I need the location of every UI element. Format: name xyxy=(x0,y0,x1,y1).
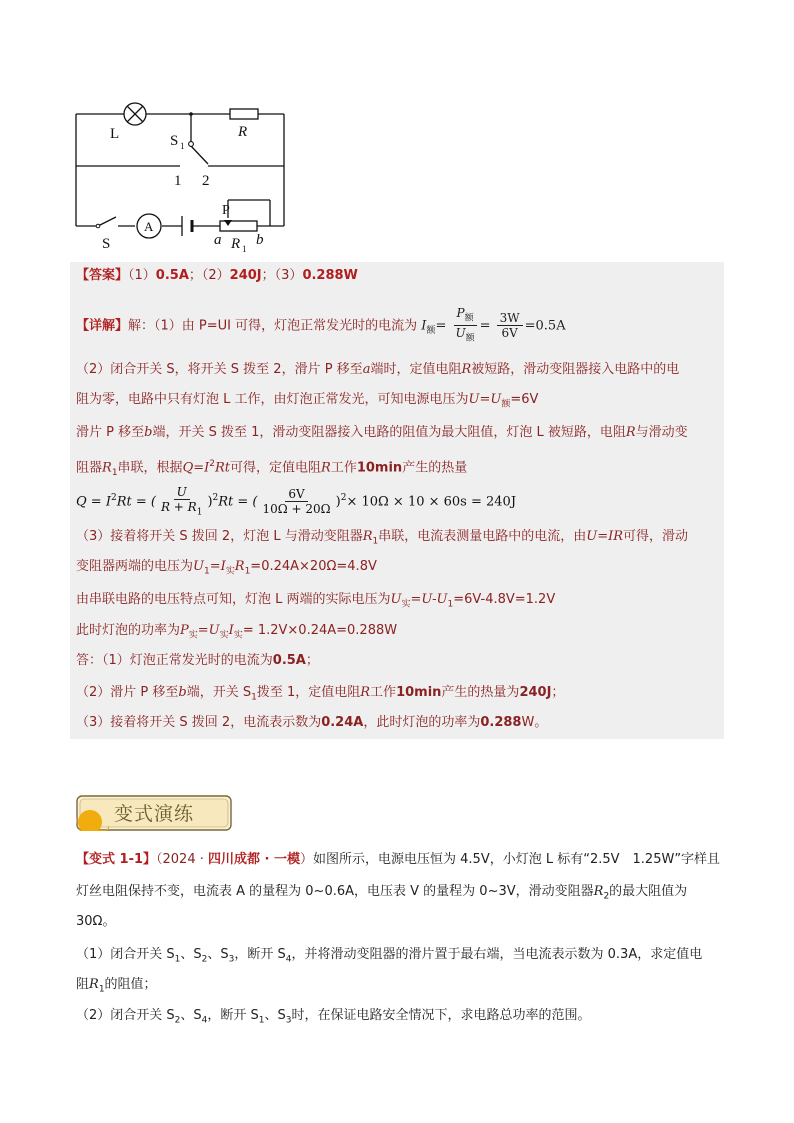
heat-formula: $Q = I^2Rt$ = ( $\frac{U}{R + R_1}$ )$^2$Rt = ( $\frac{6V}{10\Omega + 20\Omega}$ )$^2$× 10Ω × 10 × 60s = 240J xyxy=(76,484,517,518)
detail-tag: 【详解】 xyxy=(76,318,129,334)
label-p: P xyxy=(222,203,230,218)
label-r1: R xyxy=(231,236,241,252)
label-s1-sub: 1 xyxy=(180,141,185,151)
rheostat-r1 xyxy=(220,221,257,231)
detail-line-2: （2）闭合开关 S，将开关 S 拨至 2，滑片 P 移至a端时，定值电阻R被短路，滑动变阻器接入电路中的电 xyxy=(76,362,680,377)
detail-line-8: 变阻器两端的电压为$U_1=I_实R_1=0.24A\times 20\Omega=4.8V$ xyxy=(76,559,377,577)
circuit-diagram xyxy=(70,96,300,256)
problem-tag: 【变式 1-1】 xyxy=(76,852,157,867)
question-1-line-2: 阻$R_1$的阻值； xyxy=(76,977,157,995)
problem-line-1: 【变式 1-1】（2024 · 四川成都 · 一模）如图所示，电源电压恒为 4.5V，小灯泡 L 标有“2.5V 1.25W”字样且 xyxy=(76,852,721,867)
detail-line-10: 此时灯泡的功率为$P_实=U_实I_实= 1.2V\times 0.24A=0.288W$ xyxy=(76,623,398,641)
problem-line-3: 30Ω。 xyxy=(76,914,116,929)
question-1-line-1: （1）闭合开关 $S_1$、$S_2$、$S_3$，断开 $S_4$，并将滑动变阻器的滑片置于最右端，当电流表示数为 0.3A，求定值电 xyxy=(76,947,703,965)
label-l: L xyxy=(110,126,120,142)
battery-icon xyxy=(182,216,192,236)
label-a: A xyxy=(144,219,154,234)
fraction-rated: $\frac{P_额}{U_额}$ xyxy=(455,306,475,344)
label-a-end: a xyxy=(214,232,222,248)
answer-value-3: 0.288W xyxy=(302,268,358,283)
detail-line-11: 答：（1）灯泡正常发光时的电流为0.5A； xyxy=(76,653,319,668)
detail-line-12: （2）滑片 P 移至b端，开关 $S_1$拨至 1，定值电阻R工作10min产生的热量为240J； xyxy=(76,685,565,703)
resistor-r xyxy=(230,109,258,119)
label-r1-sub: 1 xyxy=(242,244,247,254)
lamp-icon xyxy=(124,103,146,125)
detail-line-9: 由串联电路的电压特点可知，灯泡 L 两端的实际电压为$U_实=U-U_1=6V-4.8V=1.2V$ xyxy=(76,592,556,610)
detail-line-1: 【详解】解：（1）由 P=UI 可得，灯泡正常发光时的电流为 $I_额=$ $\frac{P_额}{U_额}$ = $\frac{3W}{6V}$ =0.5A xyxy=(76,306,566,344)
detail-line-13: （3）接着将开关 S 拨回 2，电流表示数为0.24A，此时灯泡的功率为0.288W。 xyxy=(76,715,548,730)
label-1: 1 xyxy=(174,173,182,189)
label-2: 2 xyxy=(202,173,210,189)
question-2: （2）闭合开关 $S_2$、$S_4$，断开 $S_1$、$S_3$时，在保证电路安全情况下，求电路总功率的范围。 xyxy=(76,1008,591,1026)
label-b-end: b xyxy=(256,232,264,248)
answer-tag: 【答案】 xyxy=(76,268,129,283)
detail-line-3: 阻为零，电路中只有灯泡 L 工作，由灯泡正常发光，可知电源电压为$U=U_额=6V$ xyxy=(76,392,539,410)
fraction-values: $\frac{3W}{6V}$ xyxy=(497,311,523,340)
answer-line: 【答案】（1）0.5A；（2）240J；（3）0.288W xyxy=(76,268,358,283)
answer-value-2: 240J xyxy=(229,268,262,283)
section-title: 变式演练 xyxy=(114,803,195,825)
label-r: R xyxy=(238,124,248,140)
detail-line-4: 滑片 P 移至b端，开关 S 拨至 1，滑动变阻器接入电路的阻值为最大阻值，灯泡 L 被短路，电阻R与滑动变 xyxy=(76,425,688,440)
label-s: S xyxy=(102,236,111,252)
section-badge xyxy=(76,795,232,831)
detail-line-7: （3）接着将开关 S 拨回 2，灯泡 L 与滑动变阻器$R_1$串联，电流表测量电路中的电流，由U=IR可得，滑动 xyxy=(76,529,689,547)
problem-source: 四川成都 · 一模 xyxy=(208,852,300,867)
problem-line-2: 灯丝电阻保持不变，电流表 A 的量程为 0~0.6A，电压表 V 的量程为 0~3V，滑动变阻器$R_2$的最大阻值为 xyxy=(76,884,688,902)
label-s1: S xyxy=(170,133,179,149)
detail-line-5: 阻器$R_1$串联，根据$Q=I^2Rt$可得，定值电阻R工作10min产生的热量 xyxy=(76,459,468,478)
answer-value-1: 0.5A xyxy=(155,268,189,283)
